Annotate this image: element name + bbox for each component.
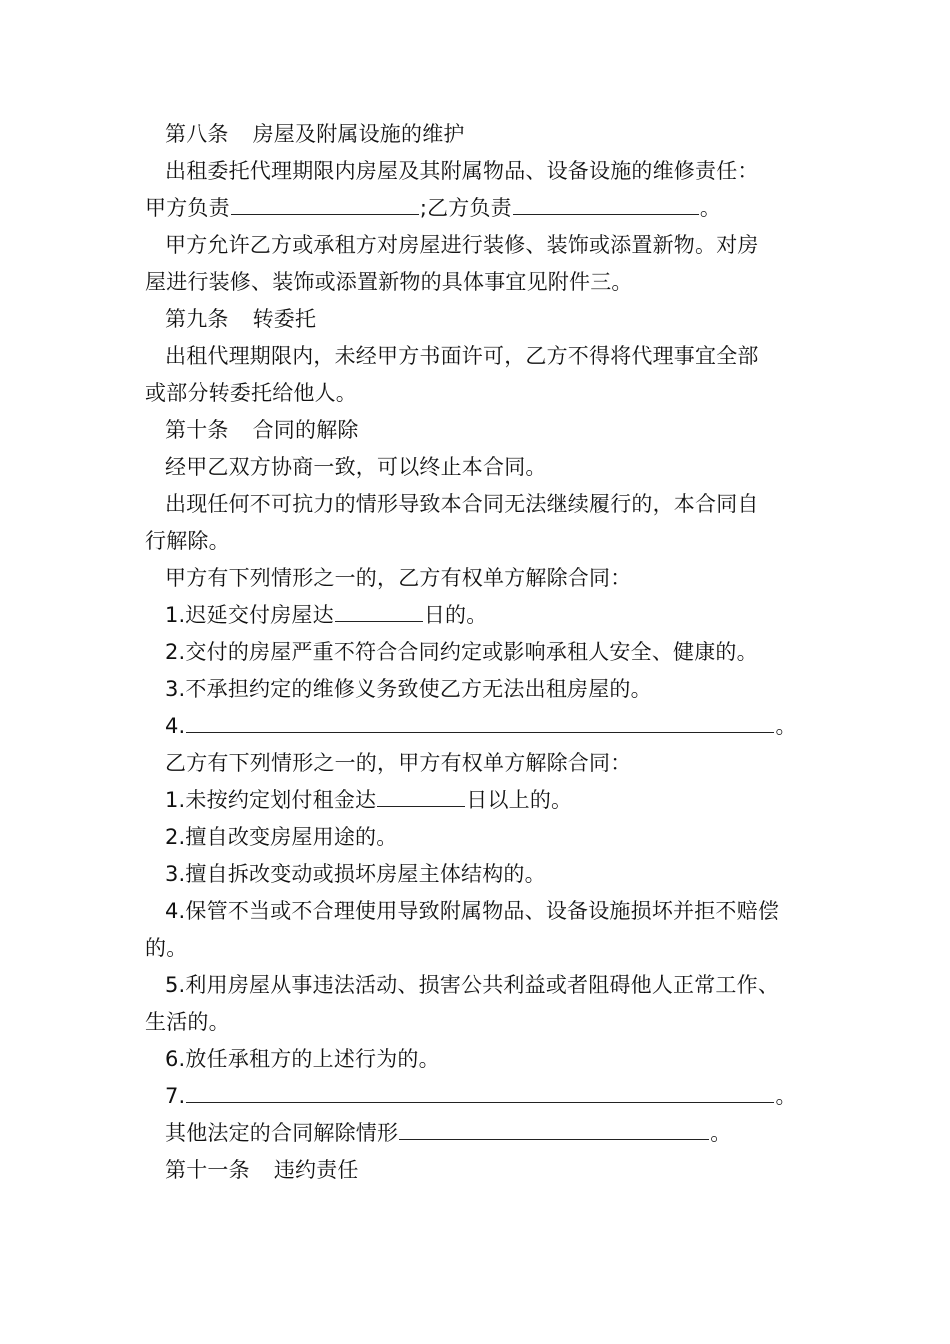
text-fragment: 其他法定的合同解除情形 bbox=[165, 1121, 399, 1145]
paragraph-line: 乙方有下列情形之一的，甲方有权单方解除合同： bbox=[165, 751, 632, 775]
text-fragment: 日以上的。 bbox=[466, 788, 573, 812]
article-number: 第八条 bbox=[165, 122, 229, 146]
article-number: 第九条 bbox=[165, 307, 229, 331]
article-title: 房屋及附属设施的维护 bbox=[252, 122, 465, 146]
text-fragment: 1.迟延交付房屋达 bbox=[165, 603, 334, 627]
list-item bbox=[145, 708, 810, 745]
text-fragment: 甲方负责 bbox=[145, 196, 230, 220]
article-9-heading bbox=[145, 301, 810, 338]
text-fragment: 4. bbox=[165, 714, 186, 738]
list-item: 4.保管不当或不合理使用导致附属物品、设备设施损坏并拒不赔偿 bbox=[165, 899, 780, 923]
paragraph-line: 出现任何不可抗力的情形导致本合同无法继续履行的，本合同自 bbox=[165, 492, 759, 516]
text-fragment: 7. bbox=[165, 1084, 186, 1108]
fill-in-blank[interactable] bbox=[186, 710, 774, 733]
article-title: 合同的解除 bbox=[252, 418, 359, 442]
paragraph-line: 出租委托代理期限内房屋及其附属物品、设备设施的维修责任： bbox=[165, 159, 759, 183]
article-title: 转委托 bbox=[252, 307, 317, 331]
list-item: 6.放任承租方的上述行为的。 bbox=[165, 1047, 440, 1071]
list-item: 3.擅自拆改变动或损坏房屋主体结构的。 bbox=[165, 862, 546, 886]
paragraph-line bbox=[145, 1115, 810, 1152]
fill-in-blank[interactable] bbox=[335, 599, 423, 622]
text-fragment: ;乙方负责 bbox=[419, 196, 512, 220]
paragraph-line bbox=[145, 190, 810, 227]
article-8-heading bbox=[145, 116, 810, 153]
text-fragment: 。 bbox=[710, 1121, 732, 1145]
paragraph-line: 屋进行装修、装饰或添置新物的具体事宜见附件三。 bbox=[145, 270, 633, 294]
document-page bbox=[145, 116, 810, 1189]
text-fragment: 。 bbox=[775, 1084, 797, 1108]
list-item bbox=[145, 1078, 810, 1115]
text-fragment: 。 bbox=[775, 714, 797, 738]
paragraph-line: 出租代理期限内，未经甲方书面许可，乙方不得将代理事宜全部 bbox=[165, 344, 759, 368]
paragraph-line: 行解除。 bbox=[145, 529, 230, 553]
fill-in-blank[interactable] bbox=[513, 192, 699, 215]
fill-in-blank[interactable] bbox=[186, 1080, 774, 1103]
list-item: 2.交付的房屋严重不符合合同约定或影响承租人安全、健康的。 bbox=[165, 640, 758, 664]
article-title: 违约责任 bbox=[273, 1158, 359, 1182]
fill-in-blank[interactable] bbox=[231, 192, 419, 215]
list-item bbox=[145, 782, 810, 819]
list-item-continuation: 的。 bbox=[145, 936, 188, 960]
article-number: 第十条 bbox=[165, 418, 229, 442]
article-11-heading bbox=[145, 1152, 810, 1189]
paragraph-line: 或部分转委托给他人。 bbox=[145, 381, 357, 405]
text-fragment: 。 bbox=[699, 196, 722, 220]
paragraph-line: 甲方允许乙方或承租方对房屋进行装修、装饰或添置新物。对房 bbox=[165, 233, 759, 257]
paragraph-line: 经甲乙双方协商一致，可以终止本合同。 bbox=[165, 455, 547, 479]
list-item: 3.不承担约定的维修义务致使乙方无法出租房屋的。 bbox=[165, 677, 652, 701]
text-fragment: 1.未按约定划付租金达 bbox=[165, 788, 377, 812]
list-item-continuation: 生活的。 bbox=[145, 1010, 230, 1034]
list-item: 2.擅自改变房屋用途的。 bbox=[165, 825, 398, 849]
text-fragment: 日的。 bbox=[423, 603, 488, 627]
list-item bbox=[145, 597, 810, 634]
article-number: 第十一条 bbox=[165, 1158, 250, 1182]
fill-in-blank[interactable] bbox=[399, 1117, 709, 1140]
list-item: 5.利用房屋从事违法活动、损害公共利益或者阻碍他人正常工作、 bbox=[165, 973, 780, 997]
article-10-heading bbox=[145, 412, 810, 449]
paragraph-line: 甲方有下列情形之一的，乙方有权单方解除合同： bbox=[165, 566, 632, 590]
fill-in-blank[interactable] bbox=[377, 784, 465, 807]
